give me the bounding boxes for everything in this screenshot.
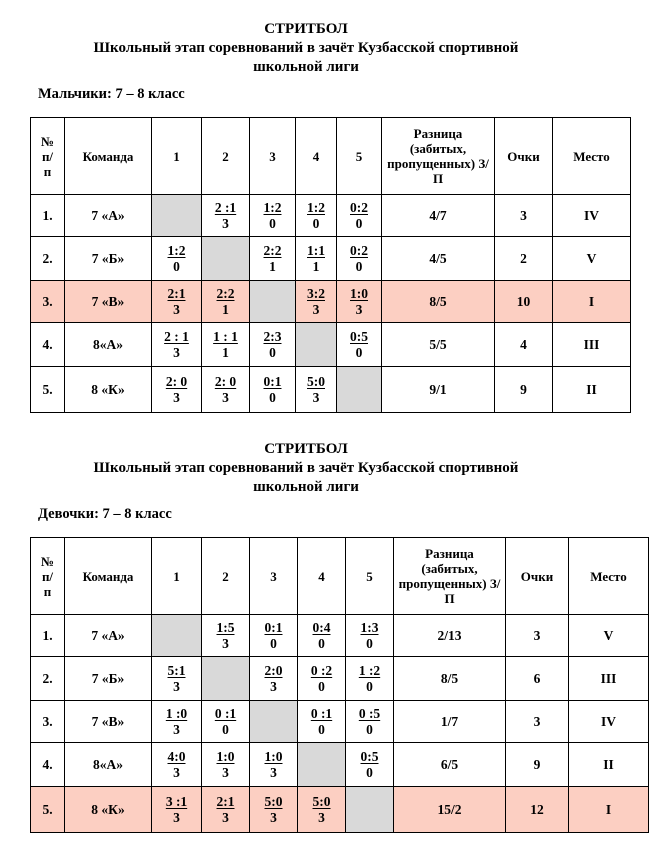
match-points: 3	[222, 635, 229, 651]
match-result	[361, 620, 379, 652]
col-header-points: Очки	[506, 538, 569, 615]
match-result	[168, 286, 186, 318]
row-number: 3.	[31, 281, 65, 323]
match-result	[350, 329, 368, 361]
section-2-subtitle-line2: школьной лиги	[253, 479, 359, 495]
col-header-place: Место	[553, 118, 631, 195]
score-cell	[296, 367, 337, 413]
match-points: 3	[270, 678, 277, 694]
match-score: 2:2	[263, 242, 282, 258]
match-points: 3	[270, 809, 277, 825]
score-cell	[202, 367, 250, 413]
match-points: 3	[173, 809, 180, 825]
team-name: 7 «Б»	[65, 237, 152, 281]
match-score: 1:0	[216, 748, 235, 764]
score-cell	[337, 323, 382, 367]
score-cell	[250, 323, 296, 367]
match-points: 0	[366, 764, 373, 780]
match-points: 0	[173, 258, 180, 274]
match-result	[361, 749, 379, 781]
section-2-subtitle-line1: Школьный этап соревнований в зачёт Кузбасской спортивной	[93, 460, 519, 476]
team-name: 7 «Б»	[65, 657, 152, 701]
score-cell-diagonal	[337, 367, 382, 413]
points: 9	[506, 743, 569, 787]
points: 3	[506, 701, 569, 743]
table-row	[31, 657, 649, 701]
col-header-1: 1	[152, 118, 202, 195]
score-cell	[346, 743, 394, 787]
match-score: 4:0	[167, 748, 186, 764]
row-number: 4.	[31, 743, 65, 787]
place: I	[569, 787, 649, 833]
points: 3	[495, 195, 553, 237]
score-cell	[250, 237, 296, 281]
score-cell	[296, 237, 337, 281]
team-name: 7 «В»	[65, 701, 152, 743]
match-result	[264, 374, 282, 406]
score-cell	[152, 787, 202, 833]
score-cell	[250, 657, 298, 701]
results-table-girls	[30, 537, 649, 833]
match-score: 0 :1	[214, 705, 237, 721]
goal-difference: 8/5	[382, 281, 495, 323]
team-name: 8 «К»	[65, 787, 152, 833]
match-points: 1	[312, 258, 320, 274]
score-cell	[202, 615, 250, 657]
match-points: 0	[318, 635, 325, 651]
score-cell	[202, 787, 250, 833]
col-header-diff: Разница (забитых, пропущенных) З/П	[394, 538, 506, 615]
match-result	[313, 620, 331, 652]
match-score: 0:1	[264, 619, 283, 635]
match-score: 2:2	[216, 285, 235, 301]
match-score: 1:2	[263, 199, 282, 215]
match-result	[307, 286, 325, 318]
points: 9	[495, 367, 553, 413]
match-points: 0	[318, 678, 325, 694]
col-header-num: № п/ п	[31, 118, 65, 195]
row-number: 3.	[31, 701, 65, 743]
match-result	[215, 200, 236, 232]
section-1-subtitle-line2: школьной лиги	[253, 59, 359, 75]
col-header-num: № п/ п	[31, 538, 65, 615]
score-cell	[202, 195, 250, 237]
match-score: 1:2	[167, 242, 186, 258]
place: IV	[553, 195, 631, 237]
match-score: 1:0	[350, 285, 368, 301]
match-points: 1	[269, 258, 276, 274]
section-1-subtitle-line1: Школьный этап соревнований в зачёт Кузбасской спортивной	[93, 40, 519, 56]
match-result	[264, 200, 282, 232]
match-points: 3	[173, 389, 180, 405]
match-score: 2: 0	[214, 373, 237, 389]
table-header-row	[31, 118, 631, 195]
table-row	[31, 195, 631, 237]
goal-difference: 4/5	[382, 237, 495, 281]
team-name: 8«А»	[65, 743, 152, 787]
match-score: 1:2	[307, 199, 325, 215]
score-cell	[337, 281, 382, 323]
match-score: 1 :0	[165, 705, 188, 721]
match-result	[217, 286, 235, 318]
points: 4	[495, 323, 553, 367]
match-points: 0	[312, 215, 320, 231]
match-score: 3:2	[307, 285, 325, 301]
score-cell	[202, 701, 250, 743]
goal-difference: 5/5	[382, 323, 495, 367]
match-result	[307, 374, 325, 406]
match-result	[217, 794, 235, 826]
col-header-5: 5	[337, 118, 382, 195]
match-points: 1	[222, 344, 229, 360]
score-cell	[152, 701, 202, 743]
row-number: 1.	[31, 195, 65, 237]
place: I	[553, 281, 631, 323]
points: 10	[495, 281, 553, 323]
match-result	[265, 620, 283, 652]
match-points: 0	[318, 721, 325, 737]
match-score: 3 :1	[165, 793, 188, 809]
match-score: 0 :5	[358, 705, 381, 721]
match-score: 5:0	[312, 793, 331, 809]
col-header-2: 2	[202, 118, 250, 195]
table-row	[31, 787, 649, 833]
score-cell	[337, 237, 382, 281]
col-header-diff: Разница (забитых, пропущенных) З/П	[382, 118, 495, 195]
match-result	[359, 663, 380, 695]
row-number: 4.	[31, 323, 65, 367]
match-points: 0	[366, 678, 373, 694]
section-2-title: СТРИТБОЛ	[264, 441, 348, 457]
table-header-row	[31, 538, 649, 615]
match-points: 3	[173, 301, 180, 317]
score-cell	[152, 657, 202, 701]
match-points: 3	[355, 301, 363, 317]
match-result	[166, 374, 187, 406]
match-score: 1 :2	[358, 662, 381, 678]
score-cell-diagonal	[152, 195, 202, 237]
match-points: 3	[173, 344, 180, 360]
team-name: 8«А»	[65, 323, 152, 367]
match-result	[311, 706, 332, 738]
match-result	[164, 329, 189, 361]
col-header-team: Команда	[65, 118, 152, 195]
col-header-4: 4	[298, 538, 346, 615]
score-cell-diagonal	[250, 701, 298, 743]
section-2-category: Девочки: 7 – 8 класс	[38, 506, 172, 522]
match-points: 3	[270, 764, 277, 780]
match-score: 2: 0	[165, 373, 188, 389]
match-points: 0	[270, 635, 277, 651]
match-result	[350, 286, 368, 318]
place: V	[569, 615, 649, 657]
place: III	[569, 657, 649, 701]
match-points: 3	[173, 721, 180, 737]
points: 6	[506, 657, 569, 701]
points: 12	[506, 787, 569, 833]
score-cell	[346, 615, 394, 657]
score-cell-diagonal	[250, 281, 296, 323]
score-cell-diagonal	[346, 787, 394, 833]
score-cell	[152, 281, 202, 323]
match-points: 0	[366, 721, 373, 737]
col-header-place: Место	[569, 538, 649, 615]
match-result	[265, 794, 283, 826]
row-number: 2.	[31, 657, 65, 701]
match-result	[213, 329, 238, 361]
section-2-header	[0, 440, 612, 497]
match-points: 3	[318, 809, 325, 825]
col-header-1: 1	[152, 538, 202, 615]
place: II	[553, 367, 631, 413]
score-cell	[298, 701, 346, 743]
goal-difference: 6/5	[394, 743, 506, 787]
team-name: 8 «К»	[65, 367, 152, 413]
place: IV	[569, 701, 649, 743]
match-result	[307, 243, 325, 275]
match-score: 0 :1	[310, 705, 333, 721]
match-points: 0	[355, 258, 363, 274]
place: V	[553, 237, 631, 281]
col-header-3: 3	[250, 538, 298, 615]
score-cell	[337, 195, 382, 237]
match-score: 2 : 1	[164, 328, 189, 344]
match-points: 3	[312, 389, 320, 405]
match-score: 0:1	[263, 373, 282, 389]
goal-difference: 4/7	[382, 195, 495, 237]
match-result	[350, 200, 368, 232]
score-cell	[202, 281, 250, 323]
goal-difference: 8/5	[394, 657, 506, 701]
score-cell-diagonal	[298, 743, 346, 787]
col-header-3: 3	[250, 118, 296, 195]
table-row	[31, 281, 631, 323]
match-score: 2:3	[263, 328, 282, 344]
goal-difference: 9/1	[382, 367, 495, 413]
match-result	[168, 749, 186, 781]
section-1-category: Мальчики: 7 – 8 класс	[38, 86, 185, 102]
score-cell	[346, 657, 394, 701]
match-score: 1 : 1	[213, 328, 238, 344]
goal-difference: 2/13	[394, 615, 506, 657]
match-score: 0:4	[312, 619, 331, 635]
table-row	[31, 367, 631, 413]
match-result	[307, 200, 325, 232]
score-cell-diagonal	[152, 615, 202, 657]
match-score: 0:5	[360, 748, 379, 764]
match-result	[215, 374, 236, 406]
match-score: 5:1	[167, 662, 186, 678]
row-number: 5.	[31, 367, 65, 413]
place: III	[553, 323, 631, 367]
match-points: 1	[222, 301, 229, 317]
table-row	[31, 701, 649, 743]
match-result	[168, 663, 186, 695]
match-points: 0	[269, 344, 276, 360]
row-number: 5.	[31, 787, 65, 833]
score-cell	[202, 323, 250, 367]
match-result	[265, 749, 283, 781]
score-cell	[296, 195, 337, 237]
match-points: 0	[222, 721, 229, 737]
match-score: 5:0	[264, 793, 283, 809]
col-header-points: Очки	[495, 118, 553, 195]
score-cell	[250, 615, 298, 657]
table-row	[31, 237, 631, 281]
match-score: 1:5	[216, 619, 235, 635]
score-cell	[152, 237, 202, 281]
score-cell	[152, 367, 202, 413]
score-cell	[250, 787, 298, 833]
match-points: 3	[173, 764, 180, 780]
match-score: 5:0	[307, 373, 325, 389]
match-points: 3	[222, 809, 229, 825]
score-cell-diagonal	[296, 323, 337, 367]
match-points: 0	[355, 215, 363, 231]
match-score: 0:2	[350, 242, 368, 258]
match-result	[350, 243, 368, 275]
match-points: 0	[366, 635, 373, 651]
col-header-5: 5	[346, 538, 394, 615]
score-cell-diagonal	[202, 237, 250, 281]
match-points: 3	[222, 764, 229, 780]
score-cell	[296, 281, 337, 323]
match-score: 2:0	[264, 662, 283, 678]
match-score: 0 :2	[310, 662, 333, 678]
match-points: 0	[269, 215, 276, 231]
goal-difference: 15/2	[394, 787, 506, 833]
table-row	[31, 743, 649, 787]
match-score: 2:1	[216, 793, 235, 809]
score-cell	[298, 615, 346, 657]
section-1-header	[0, 20, 612, 77]
score-cell	[202, 743, 250, 787]
score-cell-diagonal	[202, 657, 250, 701]
match-score: 1:1	[307, 242, 325, 258]
col-header-team: Команда	[65, 538, 152, 615]
match-result	[264, 329, 282, 361]
match-result	[217, 749, 235, 781]
match-points: 3	[312, 301, 320, 317]
score-cell	[298, 787, 346, 833]
table-row	[31, 615, 649, 657]
match-result	[264, 243, 282, 275]
match-score: 2 :1	[214, 199, 237, 215]
match-result	[359, 706, 380, 738]
match-result	[313, 794, 331, 826]
match-points: 3	[222, 215, 229, 231]
score-cell	[250, 367, 296, 413]
match-points: 0	[269, 389, 276, 405]
score-cell	[250, 743, 298, 787]
match-score: 2:1	[167, 285, 186, 301]
score-cell	[298, 657, 346, 701]
place: II	[569, 743, 649, 787]
col-header-2: 2	[202, 538, 250, 615]
match-points: 0	[355, 344, 363, 360]
row-number: 2.	[31, 237, 65, 281]
goal-difference: 1/7	[394, 701, 506, 743]
match-points: 3	[222, 389, 229, 405]
match-score: 0:2	[350, 199, 368, 215]
section-1-title: СТРИТБОЛ	[264, 21, 348, 37]
match-result	[215, 706, 236, 738]
match-score: 1:3	[360, 619, 379, 635]
table-row	[31, 323, 631, 367]
match-result	[265, 663, 283, 695]
team-name: 7 «А»	[65, 195, 152, 237]
results-table-boys	[30, 117, 631, 413]
match-result	[217, 620, 235, 652]
match-result	[168, 243, 186, 275]
score-cell	[152, 743, 202, 787]
col-header-4: 4	[296, 118, 337, 195]
match-points: 3	[173, 678, 180, 694]
score-cell	[250, 195, 296, 237]
match-score: 1:0	[264, 748, 283, 764]
match-result	[166, 794, 187, 826]
score-cell	[152, 323, 202, 367]
row-number: 1.	[31, 615, 65, 657]
team-name: 7 «А»	[65, 615, 152, 657]
team-name: 7 «В»	[65, 281, 152, 323]
match-score: 0:5	[350, 328, 368, 344]
points: 2	[495, 237, 553, 281]
points: 3	[506, 615, 569, 657]
score-cell	[346, 701, 394, 743]
match-result	[166, 706, 187, 738]
match-result	[311, 663, 332, 695]
